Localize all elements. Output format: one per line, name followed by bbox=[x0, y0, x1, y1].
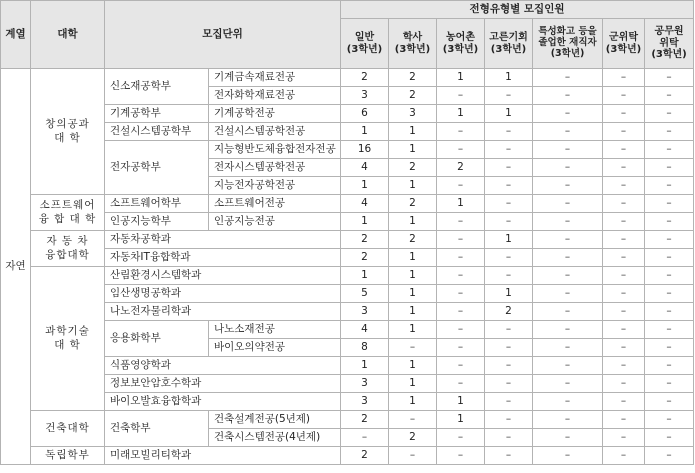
quota-cell: 1 bbox=[437, 411, 485, 429]
dept-cell: 응용화학부 bbox=[105, 321, 209, 357]
quota-cell: – bbox=[603, 249, 645, 267]
major-cell: 인공지능전공 bbox=[209, 213, 341, 231]
quota-cell: – bbox=[645, 159, 694, 177]
quota-cell: – bbox=[645, 213, 694, 231]
quota-cell: – bbox=[533, 231, 603, 249]
quota-cell: – bbox=[485, 159, 533, 177]
quota-cell: – bbox=[437, 429, 485, 447]
quota-cell: – bbox=[603, 213, 645, 231]
quota-cell: – bbox=[437, 213, 485, 231]
quota-cell: – bbox=[645, 411, 694, 429]
quota-cell: – bbox=[645, 321, 694, 339]
quota-cell: – bbox=[341, 429, 389, 447]
major-cell: 전자시스템공학전공 bbox=[209, 159, 341, 177]
college-cell: 소프트웨어 융 합 대 학 bbox=[31, 195, 105, 231]
quota-cell: – bbox=[437, 87, 485, 105]
quota-cell: – bbox=[603, 159, 645, 177]
quota-cell: 2 bbox=[389, 429, 437, 447]
quota-cell: – bbox=[645, 285, 694, 303]
major-cell: 기계공학전공 bbox=[209, 105, 341, 123]
quota-cell: – bbox=[437, 141, 485, 159]
quota-cell: – bbox=[533, 105, 603, 123]
quota-cell: 2 bbox=[389, 87, 437, 105]
quota-cell: 1 bbox=[389, 123, 437, 141]
table-row bbox=[1, 411, 694, 429]
quota-cell: – bbox=[603, 303, 645, 321]
quota-cell: – bbox=[485, 393, 533, 411]
quota-cell: – bbox=[645, 123, 694, 141]
quota-cell: – bbox=[485, 87, 533, 105]
table-row bbox=[1, 141, 694, 159]
quota-cell: – bbox=[645, 195, 694, 213]
quota-cell: – bbox=[603, 357, 645, 375]
quota-cell: – bbox=[485, 447, 533, 465]
college-cell: 과학기술 대 학 bbox=[31, 267, 105, 411]
major-cell: 나노소재전공 bbox=[209, 321, 341, 339]
quota-cell: – bbox=[485, 249, 533, 267]
quota-cell: – bbox=[645, 303, 694, 321]
dept-cell: 정보보안암호수학과 bbox=[105, 375, 341, 393]
major-cell: 건설시스템공학전공 bbox=[209, 123, 341, 141]
quota-cell: – bbox=[485, 357, 533, 375]
quota-cell: – bbox=[645, 141, 694, 159]
quota-cell: – bbox=[437, 177, 485, 195]
quota-cell: – bbox=[603, 411, 645, 429]
quota-cell: – bbox=[485, 321, 533, 339]
quota-cell: – bbox=[645, 69, 694, 87]
quota-cell: – bbox=[389, 339, 437, 357]
quota-cell: – bbox=[437, 321, 485, 339]
quota-cell: – bbox=[485, 339, 533, 357]
quota-cell: 1 bbox=[437, 69, 485, 87]
quota-cell: 3 bbox=[341, 393, 389, 411]
quota-cell: – bbox=[533, 87, 603, 105]
quota-cell: – bbox=[645, 339, 694, 357]
dept-cell: 전자공학부 bbox=[105, 141, 209, 195]
quota-cell: – bbox=[603, 195, 645, 213]
quota-cell: 1 bbox=[389, 357, 437, 375]
quota-cell: 1 bbox=[485, 69, 533, 87]
quota-cell: – bbox=[533, 375, 603, 393]
header-college: 대학 bbox=[31, 1, 105, 69]
major-cell: 지능전자공학전공 bbox=[209, 177, 341, 195]
quota-cell: 1 bbox=[485, 231, 533, 249]
quota-cell: – bbox=[603, 393, 645, 411]
header-type: 고른기회 (3학년) bbox=[485, 19, 533, 69]
table-row bbox=[1, 231, 694, 249]
quota-cell: – bbox=[645, 105, 694, 123]
header-type: 특성화고 등을 졸업한 재직자 (3학년) bbox=[533, 19, 603, 69]
quota-cell: – bbox=[533, 141, 603, 159]
quota-cell: – bbox=[533, 321, 603, 339]
dept-cell: 바이오발효융합학과 bbox=[105, 393, 341, 411]
major-cell: 바이오의약전공 bbox=[209, 339, 341, 357]
college-cell: 자 동 차 융합대학 bbox=[31, 231, 105, 267]
table-row bbox=[1, 69, 694, 87]
quota-cell: – bbox=[645, 231, 694, 249]
quota-cell: 3 bbox=[341, 87, 389, 105]
quota-cell: 1 bbox=[341, 123, 389, 141]
quota-cell: – bbox=[533, 123, 603, 141]
header-type: 학사 (3학년) bbox=[389, 19, 437, 69]
quota-cell: – bbox=[645, 429, 694, 447]
quota-cell: – bbox=[437, 123, 485, 141]
dept-cell: 임산생명공학과 bbox=[105, 285, 341, 303]
quota-cell: – bbox=[603, 69, 645, 87]
dept-cell: 인공지능학부 bbox=[105, 213, 209, 231]
quota-cell: 6 bbox=[341, 105, 389, 123]
quota-cell: 2 bbox=[389, 159, 437, 177]
quota-cell: – bbox=[533, 177, 603, 195]
quota-cell: – bbox=[645, 177, 694, 195]
quota-cell: 1 bbox=[341, 357, 389, 375]
table-row bbox=[1, 267, 694, 285]
quota-cell: – bbox=[533, 69, 603, 87]
quota-cell: – bbox=[645, 87, 694, 105]
quota-cell: – bbox=[437, 285, 485, 303]
quota-cell: 3 bbox=[389, 105, 437, 123]
quota-cell: – bbox=[485, 123, 533, 141]
quota-cell: – bbox=[485, 141, 533, 159]
quota-cell: – bbox=[603, 105, 645, 123]
quota-cell: 2 bbox=[437, 159, 485, 177]
quota-cell: – bbox=[603, 177, 645, 195]
quota-cell: – bbox=[485, 411, 533, 429]
quota-cell: 1 bbox=[437, 105, 485, 123]
quota-cell: 2 bbox=[389, 195, 437, 213]
quota-cell: – bbox=[645, 267, 694, 285]
quota-cell: 1 bbox=[389, 249, 437, 267]
quota-cell: 2 bbox=[341, 411, 389, 429]
quota-cell: – bbox=[533, 213, 603, 231]
table-row bbox=[1, 321, 694, 339]
quota-cell: – bbox=[645, 249, 694, 267]
header-type: 일반 (3학년) bbox=[341, 19, 389, 69]
quota-cell: 1 bbox=[389, 267, 437, 285]
dept-cell: 신소재공학부 bbox=[105, 69, 209, 105]
quota-cell: – bbox=[437, 339, 485, 357]
quota-cell: 1 bbox=[389, 303, 437, 321]
quota-cell: – bbox=[603, 141, 645, 159]
quota-cell: 1 bbox=[341, 267, 389, 285]
quota-cell: – bbox=[603, 267, 645, 285]
quota-cell: – bbox=[533, 267, 603, 285]
dept-cell: 건설시스템공학부 bbox=[105, 123, 209, 141]
quota-cell: – bbox=[485, 213, 533, 231]
dept-cell: 미래모빌리티학과 bbox=[105, 447, 341, 465]
quota-cell: 1 bbox=[389, 393, 437, 411]
college-cell: 창의공과 대 학 bbox=[31, 69, 105, 195]
quota-cell: – bbox=[485, 267, 533, 285]
quota-cell: – bbox=[603, 339, 645, 357]
quota-cell: – bbox=[645, 357, 694, 375]
quota-cell: 1 bbox=[389, 321, 437, 339]
quota-cell: – bbox=[437, 267, 485, 285]
quota-cell: – bbox=[437, 303, 485, 321]
quota-cell: – bbox=[533, 195, 603, 213]
quota-cell: – bbox=[389, 447, 437, 465]
quota-cell: – bbox=[645, 375, 694, 393]
table-row bbox=[1, 375, 694, 393]
quota-cell: – bbox=[533, 357, 603, 375]
major-cell: 건축시스템전공(4년제) bbox=[209, 429, 341, 447]
table-row bbox=[1, 249, 694, 267]
quota-cell: 2 bbox=[341, 249, 389, 267]
quota-cell: – bbox=[437, 375, 485, 393]
quota-cell: – bbox=[485, 195, 533, 213]
table-row bbox=[1, 285, 694, 303]
quota-cell: 1 bbox=[485, 105, 533, 123]
quota-cell: 4 bbox=[341, 159, 389, 177]
quota-cell: 1 bbox=[389, 285, 437, 303]
quota-cell: – bbox=[603, 321, 645, 339]
quota-cell: 4 bbox=[341, 321, 389, 339]
quota-cell: 2 bbox=[341, 447, 389, 465]
quota-cell: – bbox=[437, 447, 485, 465]
quota-cell: – bbox=[603, 285, 645, 303]
quota-cell: 1 bbox=[389, 141, 437, 159]
dept-cell: 소프트웨어학부 bbox=[105, 195, 209, 213]
header-type: 공무원 위탁 (3학년) bbox=[645, 19, 694, 69]
quota-cell: – bbox=[485, 429, 533, 447]
quota-cell: 3 bbox=[341, 375, 389, 393]
dept-cell: 자동차IT융합학과 bbox=[105, 249, 341, 267]
dept-cell: 자동차공학과 bbox=[105, 231, 341, 249]
dept-cell: 산림환경시스템학과 bbox=[105, 267, 341, 285]
major-cell: 지능형반도체융합전자전공 bbox=[209, 141, 341, 159]
quota-cell: – bbox=[533, 339, 603, 357]
quota-cell: 8 bbox=[341, 339, 389, 357]
dept-cell: 기계공학부 bbox=[105, 105, 209, 123]
quota-cell: – bbox=[533, 411, 603, 429]
dept-cell: 건축학부 bbox=[105, 411, 209, 447]
quota-cell: 2 bbox=[485, 303, 533, 321]
quota-cell: – bbox=[485, 375, 533, 393]
quota-cell: – bbox=[603, 429, 645, 447]
table-row bbox=[1, 213, 694, 231]
quota-cell: 1 bbox=[341, 177, 389, 195]
quota-cell: – bbox=[533, 393, 603, 411]
quota-cell: 2 bbox=[389, 69, 437, 87]
table-row bbox=[1, 393, 694, 411]
quota-cell: – bbox=[437, 357, 485, 375]
header-type: 군위탁 (3학년) bbox=[603, 19, 645, 69]
quota-cell: 2 bbox=[341, 231, 389, 249]
quota-cell: – bbox=[603, 87, 645, 105]
quota-cell: 1 bbox=[341, 213, 389, 231]
quota-cell: – bbox=[603, 231, 645, 249]
quota-cell: – bbox=[533, 303, 603, 321]
quota-cell: – bbox=[603, 123, 645, 141]
quota-cell: – bbox=[533, 249, 603, 267]
quota-cell: 1 bbox=[437, 195, 485, 213]
table-row bbox=[1, 195, 694, 213]
major-cell: 건축설계전공(5년제) bbox=[209, 411, 341, 429]
quota-cell: – bbox=[485, 177, 533, 195]
dept-cell: 식품영양학과 bbox=[105, 357, 341, 375]
quota-cell: 2 bbox=[389, 231, 437, 249]
dept-cell: 나노전자물리학과 bbox=[105, 303, 341, 321]
quota-cell: 5 bbox=[341, 285, 389, 303]
quota-cell: 4 bbox=[341, 195, 389, 213]
table-row bbox=[1, 447, 694, 465]
quota-cell: 1 bbox=[389, 177, 437, 195]
header-group-title: 전형유형별 모집인원 bbox=[341, 1, 694, 19]
major-cell: 소프트웨어전공 bbox=[209, 195, 341, 213]
quota-cell: 16 bbox=[341, 141, 389, 159]
quota-cell: – bbox=[533, 159, 603, 177]
header-unit: 모집단위 bbox=[105, 1, 341, 69]
quota-cell: – bbox=[437, 231, 485, 249]
quota-cell: 1 bbox=[437, 393, 485, 411]
major-cell: 전자화학재료전공 bbox=[209, 87, 341, 105]
category-cell: 자연 bbox=[1, 69, 31, 465]
college-cell: 독립학부 bbox=[31, 447, 105, 465]
quota-cell: – bbox=[437, 249, 485, 267]
quota-cell: – bbox=[645, 393, 694, 411]
major-cell: 기계금속재료전공 bbox=[209, 69, 341, 87]
quota-cell: – bbox=[533, 429, 603, 447]
table-row bbox=[1, 303, 694, 321]
table-row bbox=[1, 123, 694, 141]
table-row bbox=[1, 357, 694, 375]
quota-cell: – bbox=[533, 285, 603, 303]
quota-cell: – bbox=[603, 447, 645, 465]
header-category: 계열 bbox=[1, 1, 31, 69]
quota-cell: 2 bbox=[341, 69, 389, 87]
quota-cell: 3 bbox=[341, 303, 389, 321]
quota-cell: – bbox=[389, 411, 437, 429]
quota-cell: 1 bbox=[485, 285, 533, 303]
college-cell: 건축대학 bbox=[31, 411, 105, 447]
quota-cell: 1 bbox=[389, 213, 437, 231]
quota-cell: – bbox=[533, 447, 603, 465]
header-type: 농어촌 (3학년) bbox=[437, 19, 485, 69]
quota-cell: – bbox=[603, 375, 645, 393]
table-row bbox=[1, 105, 694, 123]
quota-cell: 1 bbox=[389, 375, 437, 393]
quota-cell: – bbox=[645, 447, 694, 465]
